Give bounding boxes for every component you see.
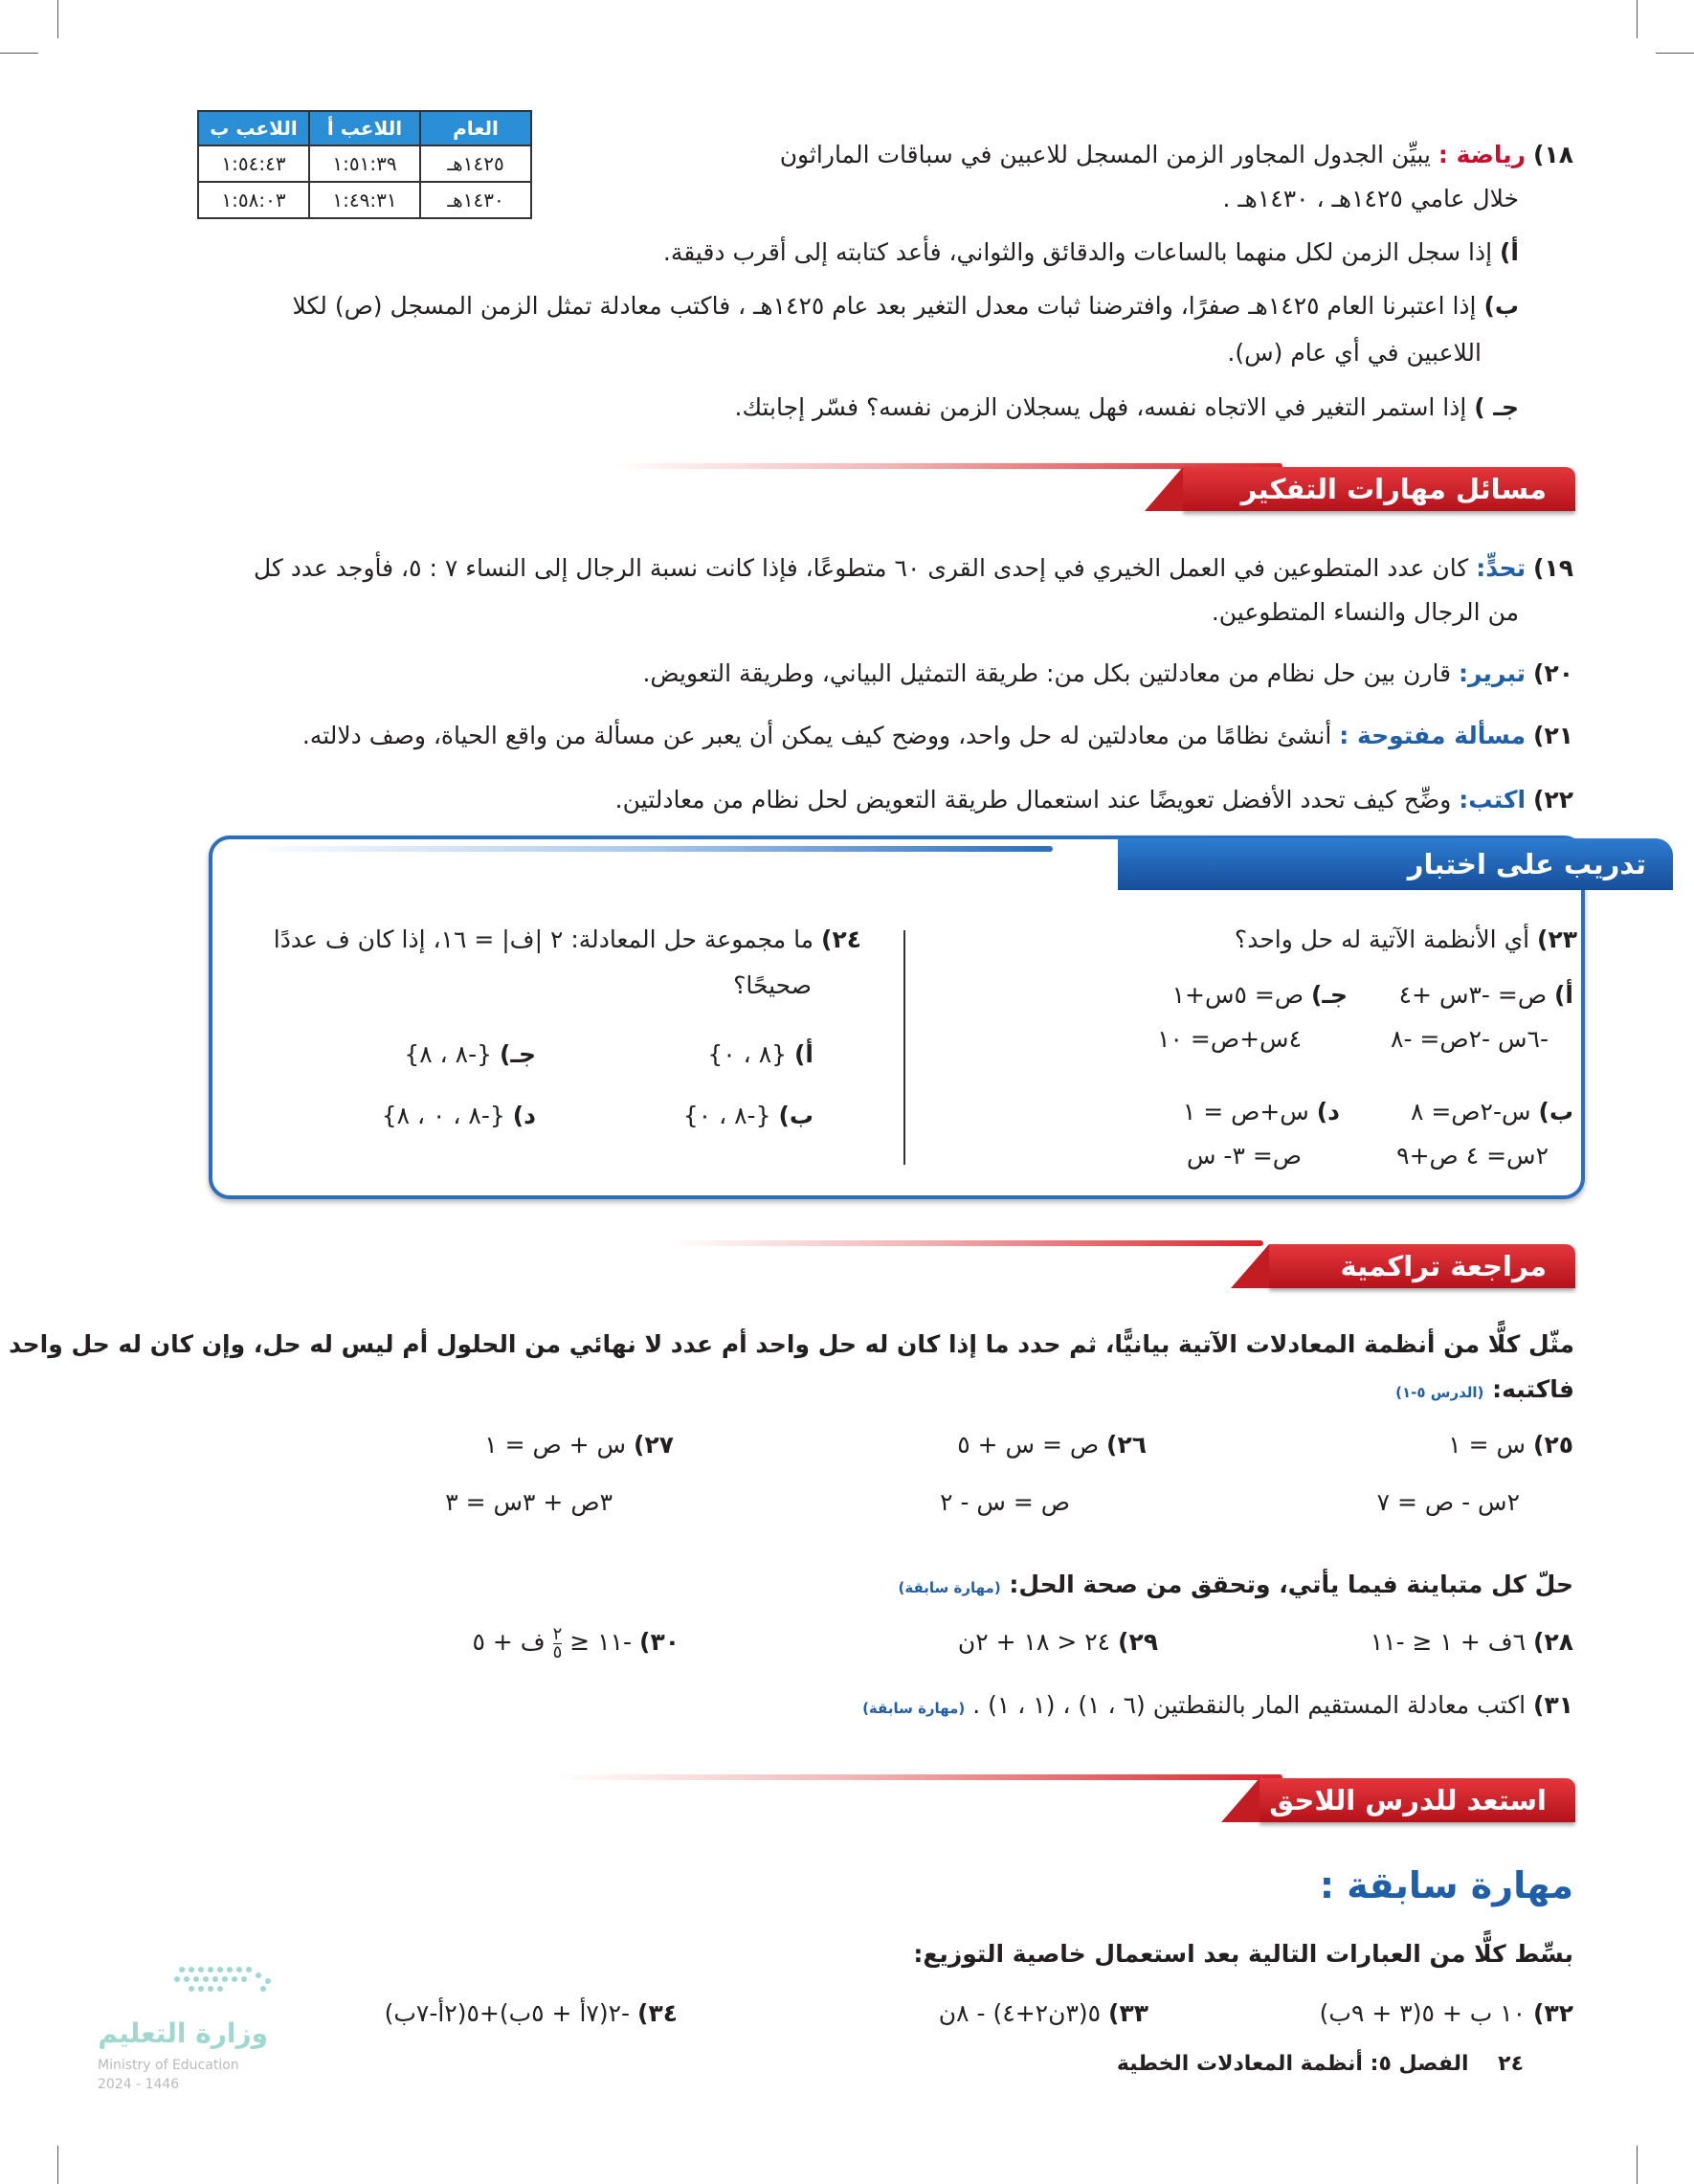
question-18: ١٨) رياضة : يبيِّن الجدول المجاور الزمن المسجل للاعبين في سباقات الماراثون [779,141,1573,168]
question-27: ٢٧) س + ص = ١ [484,1431,674,1459]
question-18c: جـ ) إذا استمر التغير في الاتجاه نفسه، فهل يسجلان الزمن نفسه؟ فسّر إجابتك. [734,393,1519,421]
table-row [198,182,531,218]
review-instructions-line2: فاكتبه: (الدرس ٥-١) [1395,1375,1574,1403]
q23-option-b-line2: ٢س= ٤ ص+٩ [1396,1142,1549,1170]
crop-mark [57,2146,58,2184]
fraction: ٢ ٥ [552,1623,563,1662]
table-cell: ١:٤٩:٣١ [309,182,420,218]
inequality-instructions: حلّ كل متباينة فيما يأتي، وتحقق من صحة الحل: (مهارة سابقة) [898,1571,1573,1598]
crop-mark [1637,0,1638,38]
distribute-instructions: بسِّط كلًّا من العبارات التالية بعد استعمال خاصية التوزيع: [913,1940,1573,1968]
chapter-label: الفصل ٥: [1370,2052,1469,2076]
question-29: ٢٩) ٢٤ < ١٨ + ٢ن [957,1628,1158,1656]
marathon-times-table [197,110,532,219]
question-18b: ب) إذا اعتبرنا العام ١٤٢٥هـ صفرًا، وافترضنا ثبات معدل التغير بعد عام ١٤٢٥هـ ، فاكتب معادلة تمثل الزمن المسجل (ص) لكلا [292,292,1519,320]
table-cell: ١:٥٤:٤٣ [198,145,309,182]
q24-option-b: ب) {-٨ ، ٠} [682,1102,814,1129]
review-banner [670,1237,1575,1288]
question-32: ٣٢) ١٠ ب + ٥(٣ + ٩ب) [1319,1999,1573,2027]
q23-option-b: ب) س-٢ص= ٨ [1410,1098,1573,1125]
skill-tag: (مهارة سابقة) [862,1700,966,1717]
table-cell: ١٤٢٥هـ [420,145,531,182]
q24-option-c: جـ) {-٨ ، ٨} [404,1040,536,1068]
crop-mark [0,53,38,54]
table-cell: ١:٥١:٣٩ [309,145,420,182]
logo-arabic-text: وزارة التعليم [98,2017,268,2049]
question-27-line2: ٣ص + ٣س = ٣ [445,1488,613,1516]
table-row [198,145,531,182]
table-cell: ١:٥٨:٠٣ [198,182,309,218]
table-header: العام [420,111,531,145]
q24-option-a: أ) {٨ ، ٠} [707,1040,814,1068]
question-24: ٢٤) ما مجموعة حل المعادلة: ٢ |ف| = ١٦، إذا كان ف عددًا [273,925,861,953]
skill-tag: (مهارة سابقة) [898,1579,1001,1596]
review-instructions: مثّل كلًّا من أنظمة المعادلات الآتية بيانيًّا، ثم حدد ما إذا كان له حل واحد أم عدد لا نهائي من الحلول أم ليس له حل، وإن كان له حل واحد [9,1330,1574,1358]
question-23: ٢٣) أي الأنظمة الآتية له حل واحد؟ [1234,925,1577,953]
question-33: ٣٣) ٥(٣ن٢+٤) - ٨ن [938,1999,1148,2027]
table-header: اللاعب أ [309,111,420,145]
test-practice-box [209,836,1585,1199]
question-25: ٢٥) س = ١ [1448,1431,1573,1459]
question-30: ٣٠) -١١ ≤ ٢ ٥ ف + ٥ [472,1623,680,1662]
q23-option-a: أ) ص= -٣س +٤ [1398,981,1573,1009]
question-18-line2: خلال عامي ١٤٢٥هـ ، ١٤٣٠هـ . [1222,185,1519,212]
q23-option-d: د) س+ص = ١ [1182,1098,1340,1125]
q24-option-d: د) {-٨ ، ٠ ، ٨} [381,1102,536,1129]
skill-heading: مهارة سابقة : [1319,1864,1573,1906]
question-25-line2: ٢س - ص = ٧ [1376,1488,1520,1516]
q23-option-c: جـ) ص= ٥س+١ [1171,981,1348,1009]
q23-option-a-line2: -٦س -٢ص= -٨ [1391,1025,1549,1053]
question-26: ٢٦) ص = س + ٥ [957,1431,1147,1459]
logo-english-text: Ministry of Education [98,2058,239,2073]
question-18a: أ) إذا سجل الزمن لكل منهما بالساعات والدقائق والثواني، فأعد كتابته إلى أقرب دقيقة. [662,238,1519,266]
chapter-title: أنظمة المعادلات الخطية [1116,2052,1363,2076]
question-26-line2: ص = س - ٢ [940,1488,1070,1516]
question-31: ٣١) اكتب معادلة المستقيم المار بالنقطتين (٦ ، ١) ، (١ ، ١) . (مهارة سابقة) [862,1691,1573,1719]
column-divider [903,930,905,1165]
hots-banner-title: مسائل مهارات التفكير العليا [1183,467,1575,511]
table-cell: ١٤٣٠هـ [420,182,531,218]
prepare-banner-title: استعد للدرس اللاحق [1259,1778,1575,1822]
crop-mark [57,0,58,38]
question-20: ٢٠) تبرير: قارن بين حل نظام من معادلتين بكل من: طريقة التمثيل البياني، وطريقة التعويض. [642,659,1573,687]
page-number: ٢٤ [1498,2052,1524,2076]
question-21: ٢١) مسألة مفتوحة : أنشئ نظامًا من معادلتين له حل واحد، ووضح كيف يمكن أن يعبر عن مسألة من واقع الحياة، وصف دلالته. [301,722,1573,749]
question-19: ١٩) تحدٍّ: كان عدد المتطوعين في العمل الخيري في إحدى القرى ٦٠ متطوعًا، فإذا كانت نسبة الرجال إلى النساء ٧ : ٥، فأوجد عدد كل [253,554,1573,582]
question-22: ٢٢) اكتب: وضِّح كيف تحدد الأفضل تعويضًا عند استعمال طريقة التعويض لحل نظام من معادلتين. [614,786,1573,813]
crop-mark [1637,2146,1638,2184]
logo-year: 2024 - 1446 [98,2077,180,2092]
hots-banner [613,459,1575,549]
review-banner-title: مراجعة تراكمية [1269,1244,1575,1288]
question-34: ٣٤) -٢(٧أ + ٥ب)+٥(٢أ-٧ب) [384,1999,678,2027]
crop-mark [1656,53,1694,54]
page-footer [1117,2052,1524,2076]
prepare-banner [555,1771,1575,1822]
test-practice-title: تدريب على اختبار [1118,838,1673,890]
q23-option-c-line2: ٤س+ص= ١٠ [1157,1025,1302,1053]
question-18b-line2: اللاعبين في أي عام (س). [1227,339,1482,367]
logo-dots-icon [96,1956,287,2014]
question-24-line2: صحيحًا؟ [733,971,812,999]
test-practice-line [239,846,1053,852]
table-header: اللاعب ب [198,111,309,145]
ministry-logo [96,1956,268,2109]
q23-option-d-line2: ص= ٣- س [1186,1142,1302,1170]
question-19-line2: من الرجال والنساء المتطوعين. [1211,598,1519,626]
lesson-tag: (الدرس ٥-١) [1395,1384,1484,1401]
question-28: ٢٨) ٦ف + ١ ≤ -١١ [1370,1628,1573,1656]
